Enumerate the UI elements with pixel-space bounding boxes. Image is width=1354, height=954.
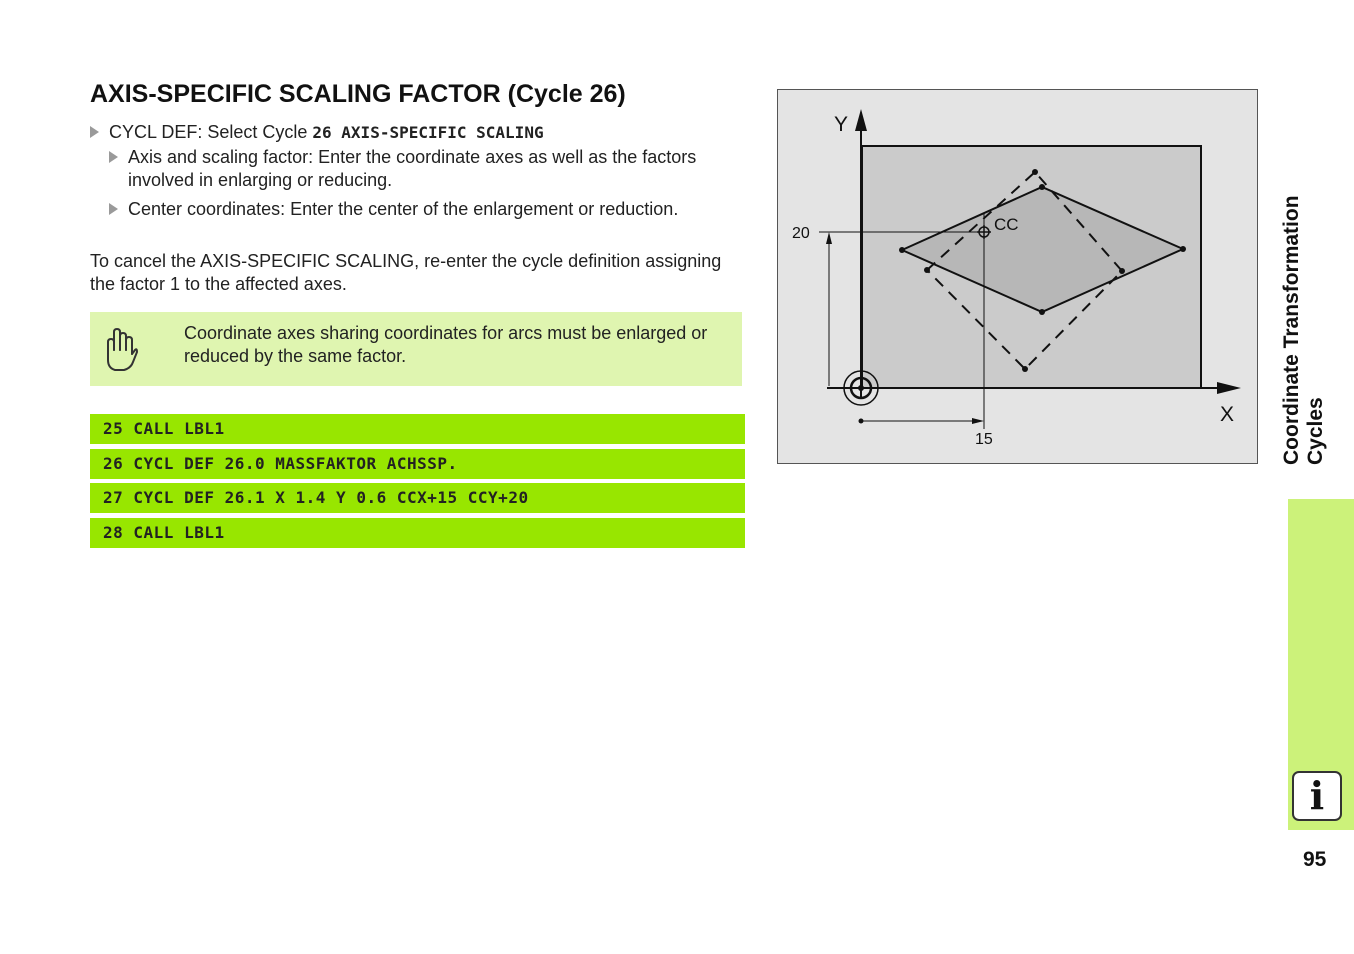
info-icon[interactable] [1292, 771, 1342, 821]
note-text: Coordinate axes sharing coordinates for arcs must be enlarged or reduced by the same factor. [184, 323, 708, 366]
code-line: 27 CYCL DEF 26.1 X 1.4 Y 0.6 CCX+15 CCY+20 [90, 483, 745, 513]
info-glyph: i [1309, 773, 1325, 818]
chapter-title [1280, 125, 1328, 465]
cycle-code: 26 AXIS-SPECIFIC SCALING [312, 123, 544, 142]
page-title: AXIS-SPECIFIC SCALING FACTOR (Cycle 26) [90, 80, 626, 108]
arrow-bullet-icon [90, 126, 99, 138]
step-axis-factor [109, 146, 709, 192]
center-label: CC [994, 215, 1019, 234]
cancel-paragraph: To cancel the AXIS-SPECIFIC SCALING, re-enter the cycle definition assigning the factor 1 to the affected axes. [90, 251, 722, 294]
step-select-cycle [90, 121, 730, 144]
arrow-bullet-icon [109, 151, 118, 163]
arrow-bullet-icon [109, 203, 118, 215]
code-line: 28 CALL LBL1 [90, 518, 745, 548]
chapter-title-line1: Coordinate Transformation [1280, 195, 1303, 465]
page-number: 95 [1303, 848, 1327, 871]
x-dimension-value: 15 [975, 431, 993, 448]
step-prefix: CYCL DEF: Select Cycle [109, 122, 313, 142]
code-line: 26 CYCL DEF 26.0 MASSFAKTOR ACHSSP. [90, 449, 745, 479]
dim-origin-point [859, 419, 864, 424]
step-text: Center coordinates: Enter the center of the enlargement or reduction. [128, 199, 679, 219]
note-box [90, 312, 742, 386]
y-axis-label: Y [834, 113, 849, 136]
scaling-diagram [777, 89, 1258, 464]
step-text [109, 121, 544, 144]
step-center-coords [109, 198, 709, 221]
chapter-title-line2: Cycles [1304, 397, 1327, 465]
y-dimension-value: 20 [792, 225, 810, 242]
code-line: 25 CALL LBL1 [90, 414, 745, 444]
pointing-hand-icon [104, 328, 138, 372]
x-axis-label: X [1220, 403, 1235, 426]
step-text: Axis and scaling factor: Enter the coordinate axes as well as the factors involved in enlarging or reducing. [128, 147, 697, 190]
